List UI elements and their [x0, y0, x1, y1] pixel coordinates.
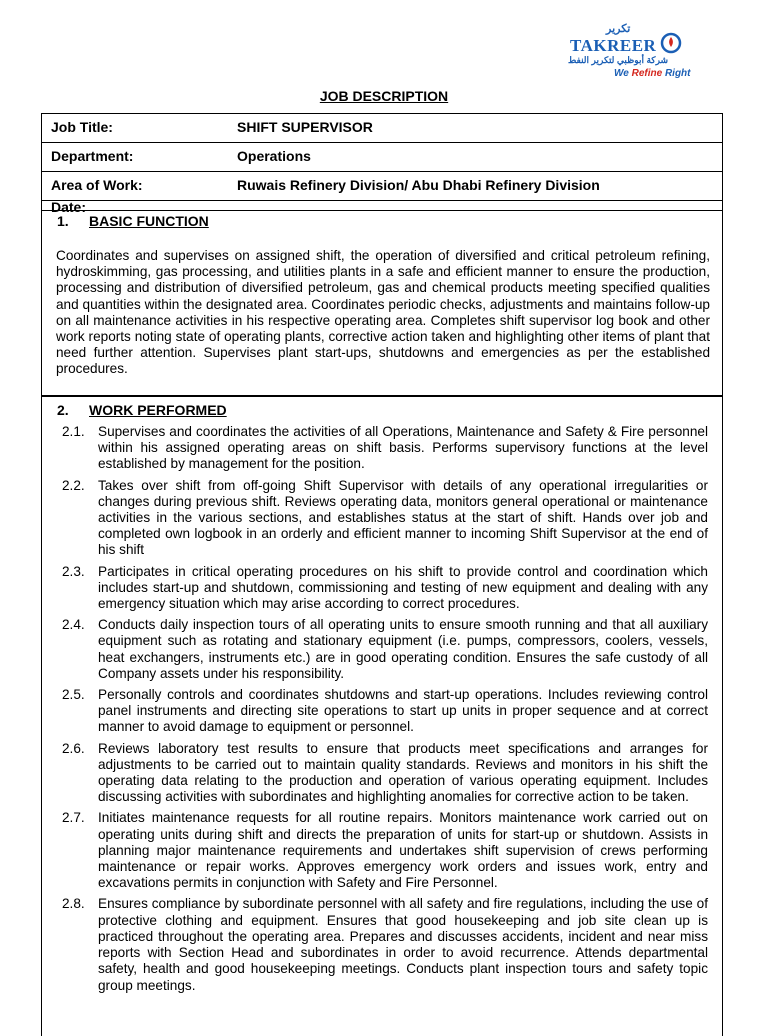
work-performed-section: [41, 395, 723, 1036]
job-title-value: SHIFT SUPERVISOR: [237, 119, 373, 135]
list-item: 2.8. Ensures compliance by subordinate personnel with all safety and fire regulations, including the use of protective clothing and equipment. Ensures that good housekeeping and job site clean up is practiced throughout the operating area. Prepares and discusses accidents, incident and near miss reports with Section Head and subordinates in order to avoid recurrence. Attends departmental safety, health and good housekeeping meetings. Conducts plant inspection tours and safety topic group meetings.: [62, 896, 708, 993]
work-performed-list: [62, 424, 708, 999]
basic-function-section: [41, 210, 723, 397]
department-label: Department:: [51, 148, 134, 164]
job-title-row: [42, 114, 722, 143]
job-title-label: Job Title:: [51, 119, 113, 135]
list-item: 2.4. Conducts daily inspection tours of all operating units to ensure smooth running and that all auxiliary equipment such as rotating and stationary equipment (i.e. pumps, compressors, coolers, vessels, heat exchangers, instruments etc.) are in good operating condition. Ensures the safe custody of all Company assets under his responsibility.: [62, 617, 708, 681]
logo-arabic-name: تكرير: [606, 23, 631, 35]
logo-arabic-subtitle: شركة أبوظبي لتكرير النفط: [568, 55, 669, 65]
list-item: 2.5. Personally controls and coordinates shutdowns and start-up operations. Includes reviewing control panel instruments and directing site operations to start up units in proper sequence and at correct manner to avoid damage to equipment or personnel.: [62, 687, 708, 735]
job-header-table: [41, 113, 723, 215]
list-item: 2.1. Supervises and coordinates the activities of all Operations, Maintenance and Safety & Fire personnel within his assigned operating areas on shift basis. Performs supervisory functions at the level established by management for the position.: [62, 424, 708, 472]
area-of-work-row: [42, 172, 722, 201]
list-item: 2.6. Reviews laboratory test results to ensure that products meet specifications and arranges for adjustments to be carried out to maintain quality standards. Reviews and monitors in his shift the operating data relating to the production and operation of various operating equipment. Includes discussing activities with subordinates and highlighting anomalies for corrective action to be taken.: [62, 740, 708, 805]
flame-emblem-icon: [660, 32, 682, 54]
document-title: JOB DESCRIPTION: [319, 88, 449, 104]
department-row: [42, 143, 722, 172]
list-item: 2.2. Takes over shift from off-going Shift Supervisor with details of any operational irregularities or changes during previous shift. Reviews operating data, monitors general operational or maintenance activities in the various sections, and establishes status at the start of shift. Hands over job and completed own logbook in an orderly and efficient manner to incoming Shift Supervisor at the end of his shift: [62, 477, 708, 558]
logo-brand-name: TAKREER: [570, 36, 657, 55]
department-value: Operations: [237, 148, 311, 164]
date-label: Date:: [51, 199, 87, 215]
basic-function-heading: 1. BASIC FUNCTION: [57, 213, 209, 229]
basic-function-text: Coordinates and supervises on assigned shift, the operation of diversified and critical petroleum refining, hydroskimming, gas processing, and utilities plants in a safe and efficient manner to ensure the production, processing and distribution of diversified petroleum, gas and chemical products meeting specified qualities and quantities within the designated area. Coordinates periodic checks, adjustments and maintains follow-up on all maintenance activities in his respective operating area. Completes shift supervisor log book and other work reports noting state of operating plants, corrective action taken and highlighting other items of plant that need further attention. Supervises plant start-ups, shutdowns and emergencies as per the established procedures.: [56, 248, 710, 377]
area-of-work-value: Ruwais Refinery Division/ Abu Dhabi Refinery Division: [237, 177, 600, 193]
company-logo: [566, 22, 696, 84]
list-item: 2.7. Initiates maintenance requests for all routine repairs. Monitors maintenance work carried out on operating units during shift and directs the preparation of units for start-up or shutdown. Assists in planning major maintenance requirements and undertakes shift supervision of crews performing maintenance or repair works. Approves emergency work orders and issues work, entry and excavations permits in conjunction with Safety and Fire Personnel.: [62, 810, 708, 891]
list-item: 2.3. Participates in critical operating procedures on his shift to provide control and coordination which includes start-up and shutdown, commissioning and testing of new equipment and dealing with any emergency situation which may arise according to correct procedures.: [62, 563, 708, 612]
work-performed-heading: 2. WORK PERFORMED: [57, 402, 227, 418]
area-of-work-label: Area of Work:: [51, 177, 143, 193]
logo-tagline: We Refine Right: [614, 68, 691, 79]
